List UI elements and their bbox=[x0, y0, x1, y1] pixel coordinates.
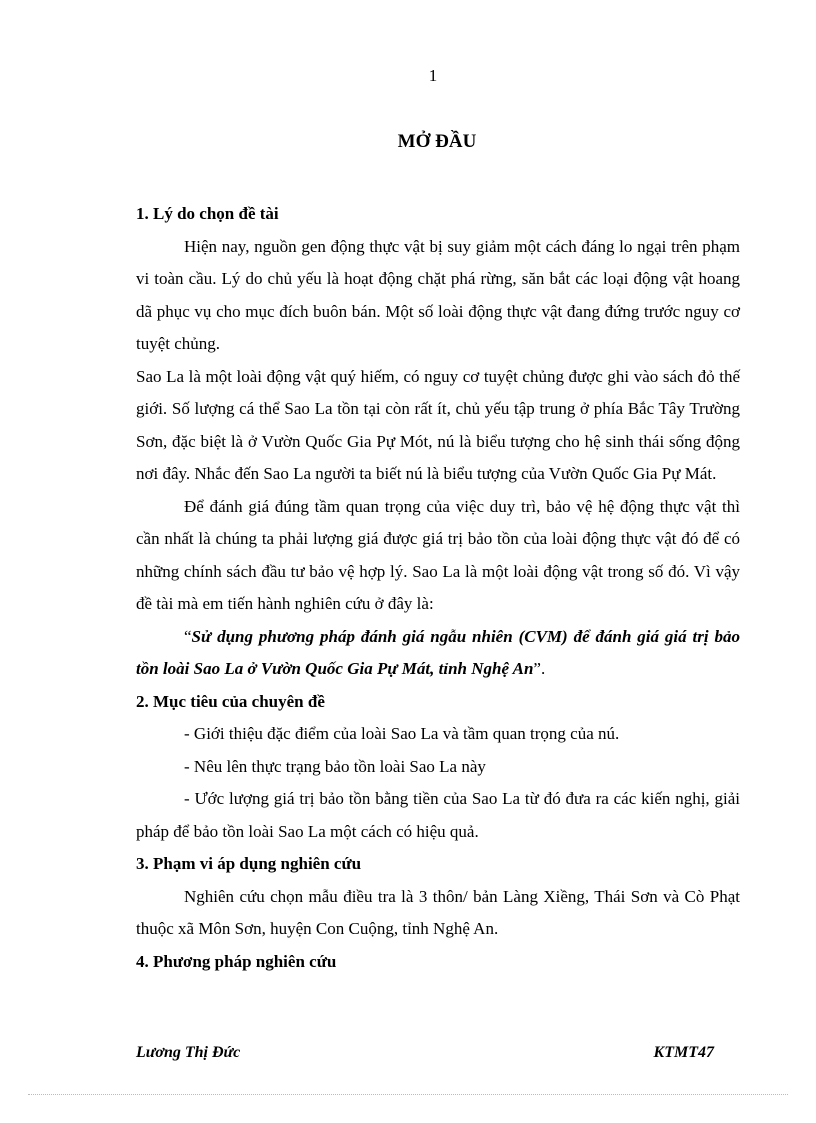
section-1-paragraph-2: Sao La là một loài động vật quý hiếm, có nguy cơ tuyệt chủng được ghi vào sách đỏ thế giới. Số lượng cá thể Sao La tồn tại còn rất ít, chủ yếu tập trung ở phía Bắc Tây Trường Sơn, đặc biệt là ở Vườn Quốc Gia Pự Mót, nú là biểu tượng cho hệ sinh thái sống động nơi đây. Nhắc đến Sao La người ta biết nú là biểu tượng của Vườn Quốc Gia Pự Mát. bbox=[136, 366, 740, 483]
objective-item: - Nêu lên thực trạng bảo tồn loài Sao La này bbox=[184, 756, 486, 776]
page-title: MỞ ĐẦU bbox=[397, 131, 477, 152]
section-2-heading: 2. Mục tiêu của chuyên đề bbox=[136, 691, 325, 711]
quote-open-mark: “ bbox=[184, 626, 192, 646]
section-4-heading: 4. Phương pháp nghiên cứu bbox=[136, 951, 337, 971]
page-bottom-divider bbox=[28, 1094, 788, 1095]
section-3-heading: 3. Phạm vi áp dụng nghiên cứu bbox=[136, 854, 362, 873]
document-body bbox=[136, 198, 740, 978]
page-footer bbox=[136, 1044, 714, 1062]
footer-author: Lương Thị Đức bbox=[136, 1044, 241, 1061]
topic-title: Sử dụng phương pháp đánh giá ngẫu nhiên (CVM) để đánh giá giá trị bảo tồn loài Sao La ở Vườn Quốc Gia Pự Mát, tỉnh Nghệ An bbox=[136, 626, 740, 678]
section-1-paragraph-3: Để đánh giá đúng tầm quan trọng của việc duy trì, bảo vệ hệ động thực vật thì cần nhất là chúng ta phải lượng giá được giá trị bảo tồn của loài động thực vật đó để có những chính sách đầu tư bảo vệ hợp lý. Sao La là một loài động vật trong số đó. Vì vậy đề tài mà em tiến hành nghiên cứu ở đây là: bbox=[136, 496, 740, 613]
objective-item: - Giới thiệu đặc điểm của loài Sao La và tầm quan trọng của nú. bbox=[184, 724, 620, 743]
topic-quote bbox=[136, 621, 740, 686]
section-3-paragraph-1: Nghiên cứu chọn mẫu điều tra là 3 thôn/ bản Làng Xiềng, Thái Sơn và Cò Phạt thuộc xã Môn Sơn, huyện Con Cuộng, tỉnh Nghệ An. bbox=[136, 886, 740, 938]
quote-close-mark: ”. bbox=[533, 659, 546, 678]
objective-item: - Ước lượng giá trị bảo tồn bằng tiền của Sao La từ đó đưa ra các kiến nghị, giải pháp để bảo tồn loài Sao La một cách có hiệu quả. bbox=[136, 789, 740, 841]
footer-code: KTMT47 bbox=[653, 1044, 714, 1061]
section-1-paragraph-1: Hiện nay, nguồn gen động thực vật bị suy giảm một cách đáng lo ngại trên phạm vi toàn cầu. Lý do chủ yếu là hoạt động chặt phá rừng, săn bắt các loại động vật hoang dã phục vụ cho mục đích buôn bán. Một số loài động thực vật đang đứng trước nguy cơ tuyệt chủng. bbox=[136, 236, 740, 353]
section-1-heading: 1. Lý do chọn đề tài bbox=[136, 204, 279, 223]
page-number: 1 bbox=[428, 66, 438, 85]
